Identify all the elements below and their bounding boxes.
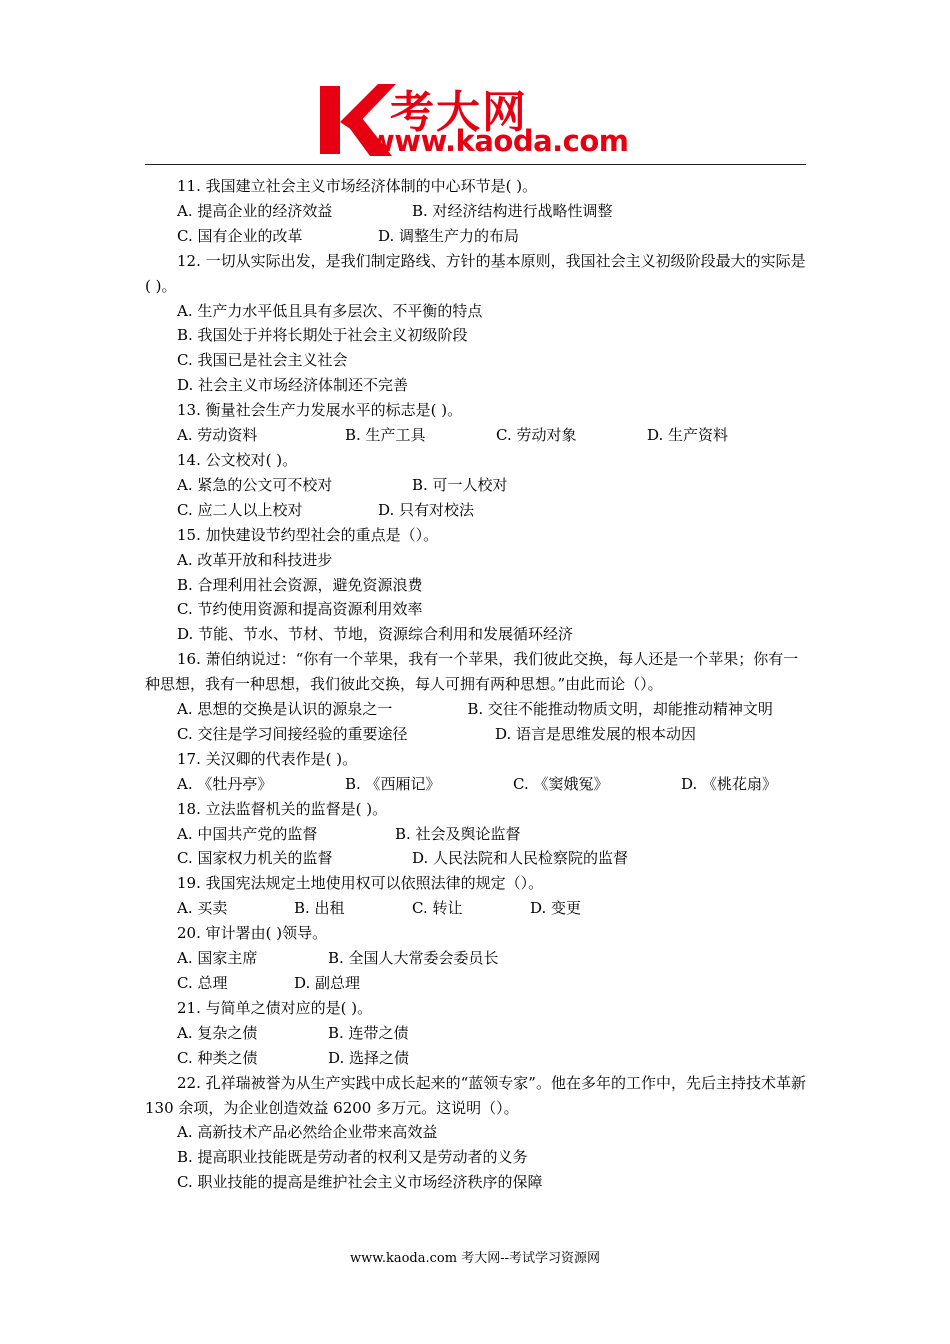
option-c: C. 劳动对象	[496, 426, 577, 445]
option-a: A. 改革开放和科技进步	[177, 550, 333, 569]
option-a: A. 劳动资料	[177, 426, 258, 445]
option-a: A. 买卖	[177, 899, 228, 918]
option-row	[145, 1021, 807, 1046]
question-18: 18. 立法监督机关的监督是( )。	[177, 799, 388, 818]
option-row	[145, 946, 807, 971]
option-row	[145, 971, 807, 996]
option-a: A. 国家主席	[177, 949, 258, 968]
option-d: D. 选择之债	[328, 1048, 410, 1067]
question-15: 15. 加快建设节约型社会的重点是（）。	[177, 525, 439, 544]
option-c: C. 转让	[412, 899, 463, 918]
option-d: D. 变更	[530, 899, 582, 918]
option-a: A. 生产力水平低且具有多层次、不平衡的特点	[177, 301, 483, 320]
option-d: D. 语言是思维发展的根本动因	[495, 724, 697, 743]
option-c: C. 国有企业的改革	[177, 226, 303, 245]
option-c: C. 我国已是社会主义社会	[177, 351, 348, 370]
question-17: 17. 关汉卿的代表作是( )。	[177, 749, 358, 768]
question-14: 14. 公文校对( )。	[177, 450, 298, 469]
option-a: A. 提高企业的经济效益	[177, 201, 333, 220]
question-20: 20. 审计署由( )领导。	[177, 924, 328, 943]
option-ab: A. 思想的交换是认识的源泉之一 B. 交往不能推动物质文明，却能推动精神文明	[177, 700, 773, 719]
logo-chinese-text: 考大网	[390, 87, 528, 138]
option-d: D. 节能、节水、节材、节地，资源综合利用和发展循环经济	[177, 625, 574, 644]
option-d: D. 人民法院和人民检察院的监督	[412, 849, 629, 868]
option-a: A. 高新技术产品必然给企业带来高效益	[177, 1123, 438, 1142]
option-b: B. 我国处于并将长期处于社会主义初级阶段	[177, 326, 468, 345]
option-d: D. 《桃花扇》	[681, 774, 778, 793]
option-row	[145, 772, 807, 797]
option-d: D. 调整生产力的布局	[378, 226, 520, 245]
option-c: C. 职业技能的提高是维护社会主义市场经济秩序的保障	[177, 1173, 543, 1192]
question-12: 12. 一切从实际出发，是我们制定路线、方针的基本原则，我国社会主义初级阶段最大的实际是( )。	[145, 251, 806, 295]
option-row	[145, 896, 807, 921]
option-a: A. 复杂之债	[177, 1023, 258, 1042]
option-c: C. 应二人以上校对	[177, 500, 303, 519]
option-b: B. 对经济结构进行战略性调整	[412, 201, 613, 220]
option-c: C. 《窦娥冤》	[513, 774, 609, 793]
option-c: C. 种类之债	[177, 1048, 258, 1067]
option-b: B. 提高职业技能既是劳动者的权利又是劳动者的义务	[177, 1148, 528, 1167]
option-d: D. 生产资料	[647, 426, 729, 445]
option-b: B. 生产工具	[345, 426, 426, 445]
option-d: D. 副总理	[294, 974, 361, 992]
question-21: 21. 与简单之债对应的是( )。	[177, 998, 373, 1017]
option-b: B. 全国人大常委会委员长	[328, 949, 499, 968]
option-a: A. 《牡丹亭》	[177, 774, 273, 793]
option-b: B. 合理利用社会资源，避免资源浪费	[177, 575, 423, 594]
option-row	[145, 846, 807, 871]
kaoda-logo	[318, 82, 640, 160]
logo-url-text: www.kaoda.com	[368, 124, 629, 158]
option-b: B. 《西厢记》	[345, 774, 441, 793]
option-d: D. 社会主义市场经济体制还不完善	[177, 376, 409, 395]
header-divider	[145, 164, 806, 165]
option-row	[145, 199, 807, 224]
option-c: C. 国家权力机关的监督	[177, 849, 333, 868]
option-b: B. 社会及舆论监督	[395, 824, 521, 843]
question-13: 13. 衡量社会生产力发展水平的标志是( )。	[177, 401, 463, 420]
option-row	[145, 473, 807, 498]
question-16: 16. 萧伯纳说过：“你有一个苹果，我有一个苹果，我们彼此交换，每人还是一个苹果；你有一种思想，我有一种思想，我们彼此交换，每人可拥有两种思想。”由此而论（）。	[145, 650, 799, 694]
question-11: 11. 我国建立社会主义市场经济体制的中心环节是( )。	[177, 177, 538, 195]
question-19: 19. 我国宪法规定土地使用权可以依照法律的规定（）。	[177, 874, 544, 893]
option-c: C. 交往是学习间接经验的重要途径	[177, 724, 408, 743]
option-b: B. 出租	[294, 899, 345, 918]
option-b: B. 可一人校对	[412, 475, 508, 494]
option-a: A. 紧急的公文可不校对	[177, 475, 333, 494]
option-row	[145, 423, 807, 448]
option-b: B. 连带之债	[328, 1023, 409, 1042]
option-a: A. 中国共产党的监督	[177, 824, 318, 843]
option-c: C. 总理	[177, 974, 228, 992]
question-list	[145, 174, 807, 1195]
option-row	[145, 822, 807, 847]
page-footer: www.kaoda.com 考大网--考试学习资源网	[350, 1251, 600, 1266]
option-row	[145, 722, 807, 747]
question-22: 22. 孔祥瑞被誉为从生产实践中成长起来的“蓝领专家”。他在多年的工作中，先后主持技术革新 130 余项，为企业创造效益 6200 多万元。这说明（）。	[145, 1073, 806, 1117]
option-row	[145, 498, 807, 523]
option-d: D. 只有对校法	[378, 500, 475, 519]
option-row	[145, 224, 807, 249]
option-row	[145, 1046, 807, 1071]
option-c: C. 节约使用资源和提高资源利用效率	[177, 600, 423, 619]
